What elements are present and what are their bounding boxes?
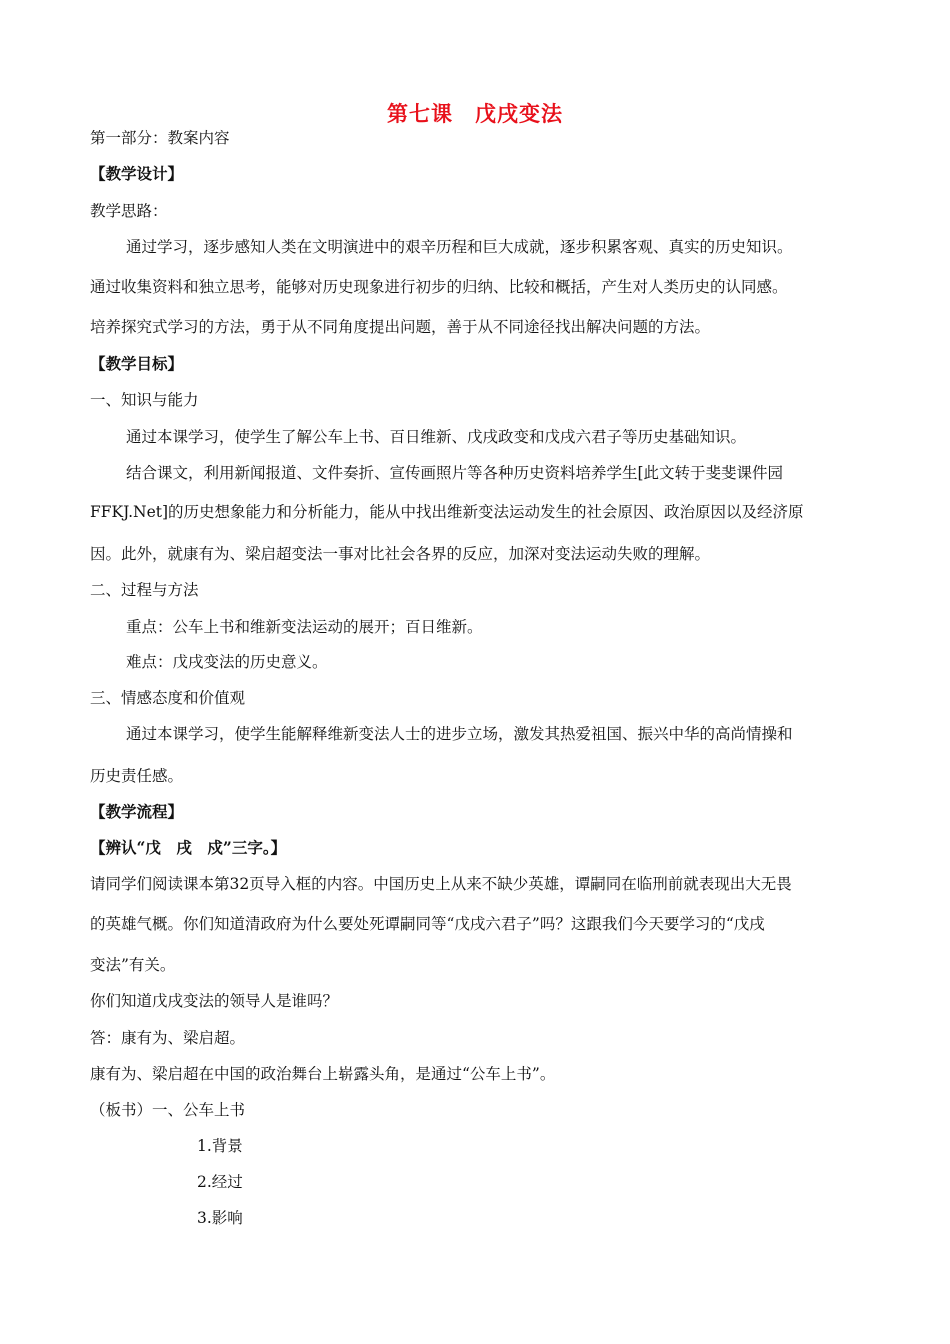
paragraph-line: 通过本课学习，使学生了解公车上书、百日维新、戊戌政变和戊戌六君子等历史基础知识。 xyxy=(126,428,747,446)
subheading: 教学思路： xyxy=(90,202,168,220)
section-heading: 第一部分：教案内容 xyxy=(90,129,230,147)
paragraph-line: 历史责任感。 xyxy=(90,767,184,785)
list-item: 3.影响 xyxy=(197,1209,243,1227)
paragraph-line: FFKJ.Net]的历史想象能力和分析能力，能从中找出维新变法运动发生的社会原因、政治原因以及经济原 xyxy=(90,503,804,521)
paragraph-line: 难点：戊戌变法的历史意义。 xyxy=(126,653,328,671)
list-item: 1.背景 xyxy=(197,1137,243,1155)
subheading: 三、情感态度和价值观 xyxy=(90,689,246,707)
subheading: 一、知识与能力 xyxy=(90,391,199,409)
paragraph-line: 康有为、梁启超在中国的政治舞台上崭露头角，是通过“公车上书”。 xyxy=(90,1065,556,1083)
paragraph-line: 重点：公车上书和维新变法运动的展开；百日维新。 xyxy=(126,618,483,636)
page-title: 第七课 戊戌变法 xyxy=(387,102,563,126)
paragraph-line: 通过本课学习，使学生能解释维新变法人士的进步立场，激发其热爱祖国、振兴中华的高尚情操和 xyxy=(126,725,793,743)
paragraph-line: 变法”有关。 xyxy=(90,956,176,974)
paragraph-line: 答：康有为、梁启超。 xyxy=(90,1029,246,1047)
paragraph-line: 请同学们阅读课本第32页导入框的内容。中国历史上从来不缺少英雄，谭嗣同在临刑前就表现出大无畏 xyxy=(90,875,792,893)
paragraph-line: 通过收集资料和独立思考，能够对历史现象进行初步的归纳、比较和概括，产生对人类历史的认同感。 xyxy=(90,278,788,296)
paragraph-line: 的英雄气概。你们知道清政府为什么要处死谭嗣同等“戊戌六君子”吗？这跟我们今天要学习的“戊戌 xyxy=(90,915,765,933)
bracket-heading: 【教学设计】 xyxy=(90,164,184,183)
paragraph-line: 你们知道戊戌变法的领导人是谁吗？ xyxy=(90,992,339,1010)
paragraph-line: 通过学习，逐步感知人类在文明演进中的艰辛历程和巨大成就，逐步积累客观、真实的历史知识。 xyxy=(126,238,793,256)
paragraph-line: 培养探究式学习的方法，勇于从不同角度提出问题，善于从不同途径找出解决问题的方法。 xyxy=(90,318,711,336)
bracket-heading: 【教学目标】 xyxy=(90,354,184,373)
list-item: 2.经过 xyxy=(197,1173,243,1191)
subheading: 二、过程与方法 xyxy=(90,581,199,599)
bracket-heading: 【教学流程】 xyxy=(90,802,184,821)
paragraph-line: 因。此外，就康有为、梁启超变法一事对比社会各界的反应，加深对变法运动失败的理解。 xyxy=(90,545,711,563)
bracket-heading: 【辨认“戊 戌 戍”三字。】 xyxy=(90,838,287,857)
board-heading: （板书）一、公车上书 xyxy=(90,1101,246,1119)
paragraph-line: 结合课文，利用新闻报道、文件奏折、宣传画照片等各种历史资料培养学生[此文转于斐斐课件园 xyxy=(126,464,784,482)
